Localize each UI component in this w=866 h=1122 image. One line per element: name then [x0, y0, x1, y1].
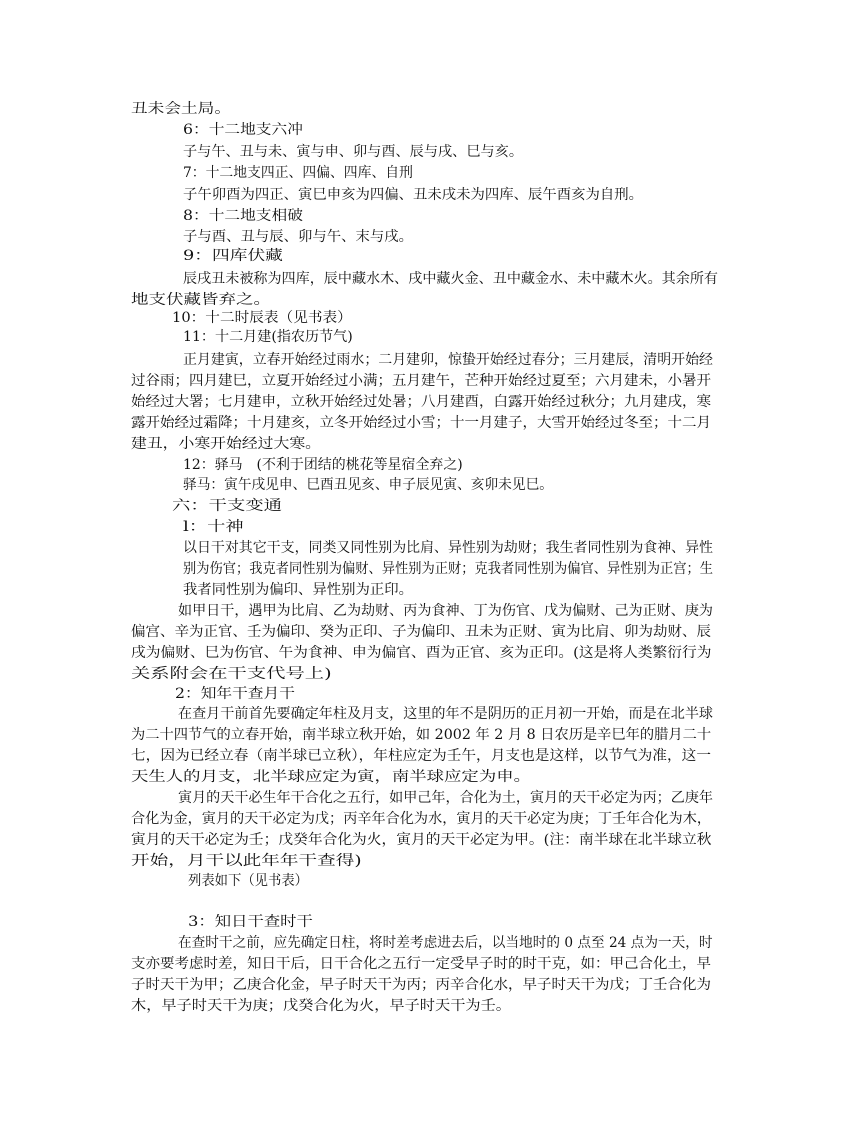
- text-line: 别为伤官；我克者同性别为偏财、异性别为正财；克我者同性别为偏官、异性别为正宫；生: [183, 561, 713, 577]
- text-line: 支亦要考虑时差，知日干后，日干合化之五行一定受早子时的时干克，如：甲己合化土，早: [131, 956, 711, 972]
- text-line: 列表如下（见书表）: [188, 873, 308, 889]
- text-line: 子午卯酉为四正、寅巳申亥为四偏、丑未戌未为四库、辰午酉亥为自刑。: [183, 187, 643, 203]
- section-heading: 8：十二地支相破: [183, 208, 303, 224]
- section-heading: l：十神: [183, 519, 244, 535]
- text-line: 在查月干前首先要确定年柱及月支，这里的年不是阴历的正月初一开始，而是在北半球: [178, 706, 713, 722]
- text-line: 驿马：寅午戌见申、巳酉丑见亥、申子辰见寅、亥卯未见巳。: [183, 477, 553, 493]
- text-line: 天生人的月支，北半球应定为寅，南半球应定为申。: [131, 769, 531, 785]
- text-line: 关系附会在干支代号上): [131, 666, 332, 682]
- text-line: 地支伏藏皆弃之。: [131, 292, 271, 308]
- section-heading: 7：十二地支四正、四偏、四库、自刑: [183, 165, 413, 181]
- text-line: 露开始经过霜降；十月建亥，立冬开始经过小雪；十一月建子，大雪开始经过冬至；十二月: [131, 415, 711, 431]
- text-line: 我者同性别为偏印、异性别为正印。: [183, 582, 413, 598]
- text-line: 正月建寅，立春开始经过雨水；二月建卯，惊蛰开始经过春分；三月建辰，清明开始经: [183, 352, 713, 368]
- text-line: 在查时干之前，应先确定日柱，将时差考虑进去后，以当地时的 0 点至 24 点为一天，时: [178, 935, 713, 951]
- text-line: 子时天干为甲；乙庚合化金，早子时天干为丙；丙辛合化水，早子时天干为戊；丁壬合化为: [131, 977, 711, 993]
- text-line: 木，早子时天干为庚；戊癸合化为火，早子时天干为壬。: [131, 998, 512, 1014]
- text-line: 子与午、丑与未、寅与申、卯与酉、辰与戌、巳与亥。: [183, 144, 523, 160]
- text-line: 为二十四节气的立春开始，南半球立秋开始，如 2002 年 2 月 8 日农历是辛巳年的腊月二十: [131, 727, 712, 743]
- text-line: 戌为偏财、巳为伤官、午为食神、申为偏官、酉为正官、亥为正印。(这是将人类繁衍行为: [131, 645, 712, 661]
- text-line: 开始，月干以此年年干查得): [131, 853, 362, 869]
- section-heading: 六：干支变通: [172, 498, 282, 514]
- section-heading: 3：知日干查时干: [188, 914, 313, 930]
- text-line: 寅月的天干必定为壬；戊癸年合化为火，寅月的天干必定为甲。(注：南半球在北半球立秋: [131, 832, 712, 848]
- text-line: 如甲日干，遇甲为比肩、乙为劫财、丙为食神、丁为伤官、戊为偏财、己为正财、庚为: [178, 603, 713, 619]
- text-line: 始经过大署；七月建申，立秋开始经过处暑；八月建酉，白露开始经过秋分；九月建戌，寒: [131, 394, 711, 410]
- section-heading: 6：十二地支六冲: [183, 122, 303, 138]
- text-line: 过谷雨；四月建巳，立夏开始经过小满；五月建午，芒种开始经过夏至；六月建未，小暑开: [131, 373, 711, 389]
- text-line: 寅月的天干必生年干合化之五行，如甲己年，合化为土，寅月的天干必定为丙；乙庚年: [178, 790, 713, 806]
- section-heading: 11：十二月建(指农历节气): [183, 329, 353, 345]
- text-line: 子与酉、丑与辰、卯与午、末与戌。: [183, 229, 413, 245]
- text-line: 以日干对其它干支，同类又同性别为比肩、异性别为劫财；我生者同性别为食神、异性: [183, 540, 713, 556]
- text-line: 七，因为已经立春（南半球已立秋），年柱应定为壬午，月支也是这样，以节气为准，这一: [131, 748, 711, 764]
- text-line: 丑未会土局。: [131, 101, 231, 117]
- text-line: 建丑，小寒开始经过大寒。: [131, 436, 321, 452]
- text-line: 合化为金，寅月的天干必定为戊；丙辛年合化为水，寅月的天干必定为庚；丁壬年合化为木，: [131, 811, 711, 827]
- text-line: 辰戌丑未被称为四库，辰中藏水木、戌中藏火金、丑中藏金水、未中藏木火。其余所有: [183, 271, 718, 287]
- section-heading: 12：驿马 (不利于团结的桃花等星宿全弃之): [183, 457, 463, 473]
- text-line: 偏宫、辛为正官、壬为偏印、癸为正印、子为偏印、丑未为正财、寅为比肩、卯为劫财、辰: [131, 624, 711, 640]
- section-heading: 9：四库伏藏: [183, 248, 283, 264]
- section-heading: 10：十二时辰表（见书表）: [172, 310, 352, 326]
- section-heading: 2：知年干查月干: [175, 686, 295, 702]
